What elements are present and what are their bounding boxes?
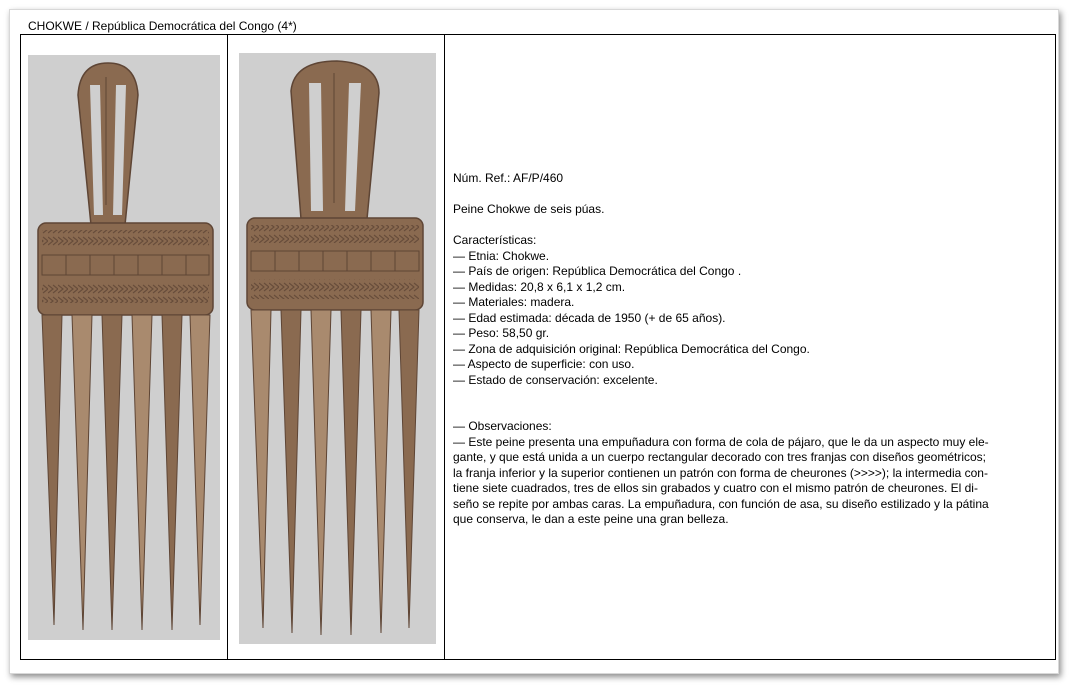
characteristic-item: — Estado de conservación: excelente. xyxy=(453,372,658,387)
characteristics-title: Características: xyxy=(453,233,537,247)
comb-front-image xyxy=(28,55,220,640)
comb-back-image xyxy=(239,53,436,644)
characteristic-item: — Edad estimada: década de 1950 (+ de 65 años). xyxy=(453,310,726,325)
comb-photo-back xyxy=(239,53,436,644)
characteristic-item: — Medidas: 20,8 x 6,1 x 1,2 cm. xyxy=(453,279,626,294)
characteristic-item: — Materiales: madera. xyxy=(453,295,575,309)
observations-line: tiene siete cuadrados, tres de ellos sin grabados y cuatro con el mismo patrón de cheurones. El di- xyxy=(453,481,978,495)
characteristic-item: — Peso: 58,50 gr. xyxy=(453,326,550,340)
characteristic-item: — País de origen: República Democrática del Congo . xyxy=(453,264,742,278)
description-cell xyxy=(445,35,1055,659)
observations-title: — Observaciones: xyxy=(453,419,552,433)
observations-line: la franja inferior y la superior contienen un patrón con forma de cheurones (>>>>); la intermedia con- xyxy=(453,465,988,480)
characteristic-item: — Zona de adquisición original: República Democrática del Congo. xyxy=(453,341,810,356)
photo-cell-back xyxy=(228,35,445,659)
observations-line: — Este peine presenta una empuñadura con forma de cola de pájaro, que le da un aspecto muy ele- xyxy=(453,434,989,449)
observations-line: seño se repite por ambas caras. La empuñadura, con función de asa, su diseño estilizado y la pátina xyxy=(453,496,989,511)
catalog-table xyxy=(20,34,1056,660)
comb-photo-front xyxy=(28,55,220,640)
photo-cell-front xyxy=(21,35,228,659)
characteristic-item: — Aspecto de superficie: con uso. xyxy=(453,357,635,371)
description-text xyxy=(453,171,1049,528)
document-caption: CHOKWE / República Democrática del Congo (4*) xyxy=(28,19,297,33)
document-page xyxy=(9,9,1059,674)
observations-line: que conserva, le dan a este peine una gran belleza. xyxy=(453,512,729,526)
observations-line: gante, y que está unida a un cuerpo rectangular decorado con tres franjas con diseños geométricos; xyxy=(453,450,986,464)
short-description: Peine Chokwe de seis púas. xyxy=(453,202,605,216)
reference-number: Núm. Ref.: AF/P/460 xyxy=(453,171,564,185)
characteristic-item: — Etnia: Chokwe. xyxy=(453,248,550,263)
